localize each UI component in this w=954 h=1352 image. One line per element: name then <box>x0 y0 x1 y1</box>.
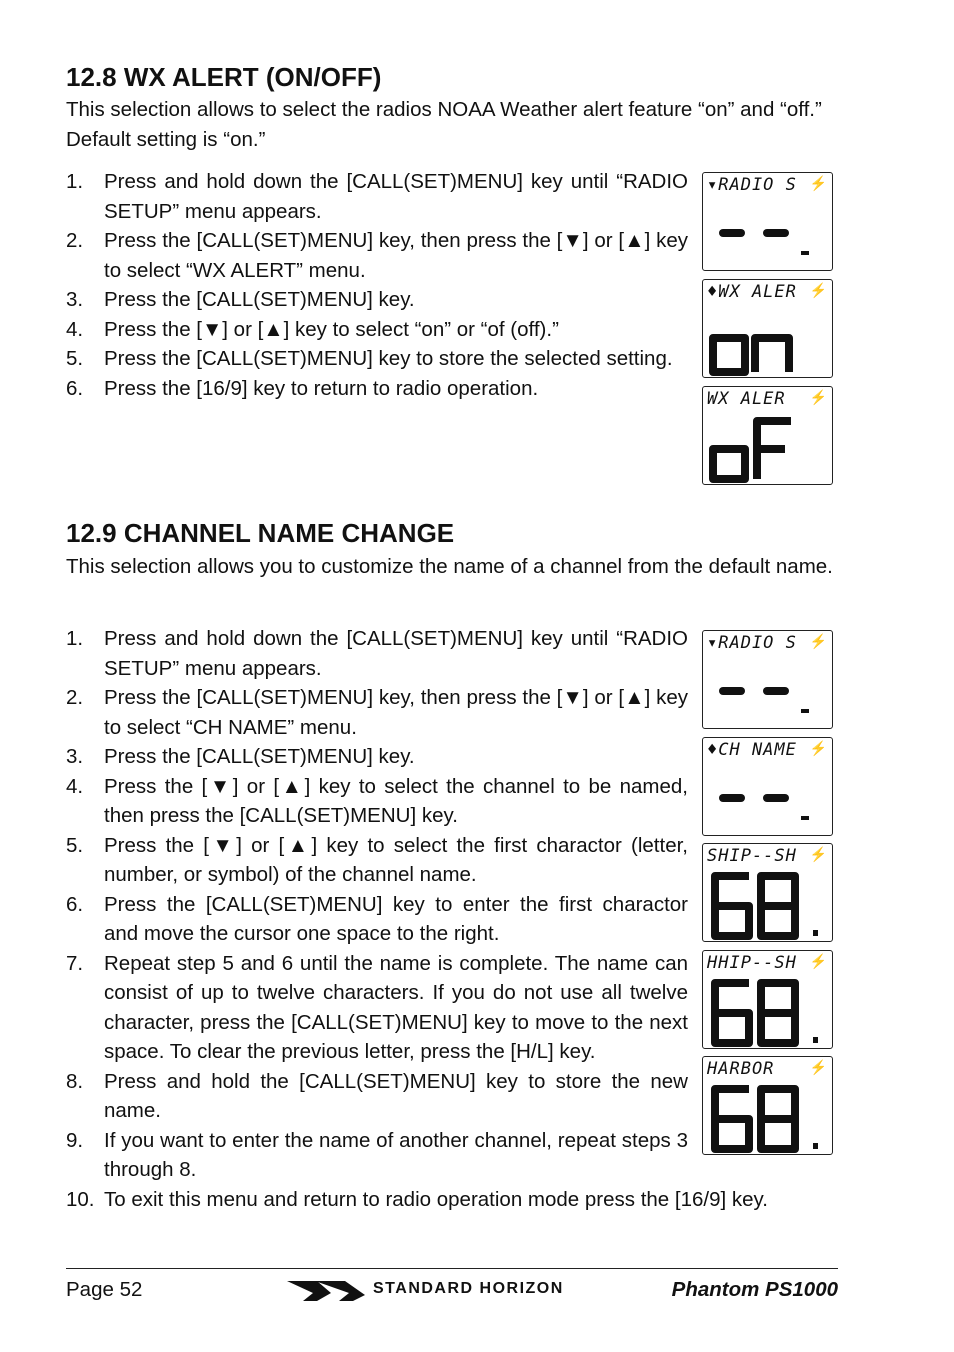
lcd-big-digits <box>707 199 829 269</box>
lcd-display-wx-alert-on: ♦WX ALER ⚡ <box>702 279 833 378</box>
antenna-icon: ⚡ <box>809 1059 827 1075</box>
lcd-display-harbor: HARBOR ⚡ <box>702 1056 833 1155</box>
list-item: 9. If you want to enter the name of another channel, repeat steps 3 through 8. <box>66 1128 688 1181</box>
section-title-wx-alert: 12.8 WX ALERT (ON/OFF) <box>66 62 382 92</box>
list-item: 2. Press the [CALL(SET)MENU] key, then press the [▼] or [▲] key to select “CH NAME” menu. <box>66 686 688 739</box>
antenna-icon: ⚡ <box>809 953 827 969</box>
list-item: 7. Repeat step 5 and 6 until the name is complete. The name can consist of up to twelve characters. If you do not use all twelve character, press the [CALL(SET)MENU] key to move to the next space. To clear the previous letter, press the [H/L] key. <box>66 951 688 1063</box>
lcd-big-digits <box>707 657 829 727</box>
list-item: 1. Press and hold down the [CALL(SET)MENU] key until “RADIO SETUP” menu appears. <box>66 627 688 680</box>
list-item: 8. Press and hold the [CALL(SET)MENU] key to store the new name. <box>66 1069 688 1122</box>
section-intro-channel-name: This selection allows you to customize the name of a channel from the default name. <box>66 555 833 578</box>
brand-logo: STANDARD HORIZON <box>287 1277 617 1303</box>
antenna-icon: ⚡ <box>809 633 827 649</box>
section-intro-wx-alert: This selection allows to select the radios NOAA Weather alert feature “on” and “off.” Default setting is “on.” <box>66 98 822 151</box>
model-name: Phantom PS1000 <box>671 1278 838 1301</box>
lcd-big-digits <box>707 306 829 376</box>
antenna-icon: ⚡ <box>809 282 827 298</box>
lcd-big-digits <box>707 764 829 834</box>
list-item: 6. Press the [16/9] key to return to radio operation. <box>66 376 539 400</box>
lcd-display-wx-alert-off: WX ALER ⚡ <box>702 386 833 485</box>
list-item: 4. Press the [▼] or [▲] key to select the channel to be named, then press the [CALL(SET)MENU] key. <box>66 774 688 827</box>
antenna-icon: ⚡ <box>809 175 827 191</box>
list-item: 6. Press the [CALL(SET)MENU] key to enter the first charactor and move the cursor one space to the right. <box>66 892 688 945</box>
list-item: 4. Press the [▼] or [▲] key to select “on” or “of (off).” <box>66 317 559 341</box>
section-title-channel-name: 12.9 CHANNEL NAME CHANGE <box>66 518 455 548</box>
steps-list-wx-alert <box>66 167 688 403</box>
lcd-display-radio-setup: ▾RADIO S ⚡ <box>702 172 833 271</box>
list-item: 3. Press the [CALL(SET)MENU] key. <box>66 288 415 311</box>
lcd-big-digits <box>707 1083 829 1153</box>
lcd-display-ch-name: ♦CH NAME ⚡ <box>702 737 833 836</box>
list-item: 5. Press the [CALL(SET)MENU] key to store the selected setting. <box>66 347 673 370</box>
list-item: 5. Press the [▼] or [▲] key to select the first charactor (letter, number, or symbol) of the channel name. <box>66 833 688 886</box>
lcd-big-digits <box>707 413 829 483</box>
list-item: 3. Press the [CALL(SET)MENU] key. <box>66 745 415 768</box>
standard-horizon-logo-icon <box>287 1277 367 1303</box>
page-number: Page 52 <box>66 1278 143 1301</box>
lcd-display-radio-setup: ▾RADIO S ⚡ <box>702 630 833 729</box>
lcd-display-ship-sh: SHIP--SH ⚡ <box>702 843 833 942</box>
antenna-icon: ⚡ <box>809 389 827 405</box>
list-item: 1. Press and hold down the [CALL(SET)MENU] key until “RADIO SETUP” menu appears. <box>66 170 688 223</box>
antenna-icon: ⚡ <box>809 846 827 862</box>
lcd-display-hhip-sh: HHIP--SH ⚡ <box>702 950 833 1049</box>
footer-divider <box>66 1268 838 1269</box>
lcd-big-digits <box>707 977 829 1047</box>
antenna-icon: ⚡ <box>809 740 827 756</box>
lcd-big-digits <box>707 870 829 940</box>
list-item: 2. Press the [CALL(SET)MENU] key, then press the [▼] or [▲] key to select “WX ALERT” menu. <box>66 229 688 282</box>
list-item: 10. To exit this menu and return to radio operation mode press the [16/9] key. <box>66 1187 768 1211</box>
